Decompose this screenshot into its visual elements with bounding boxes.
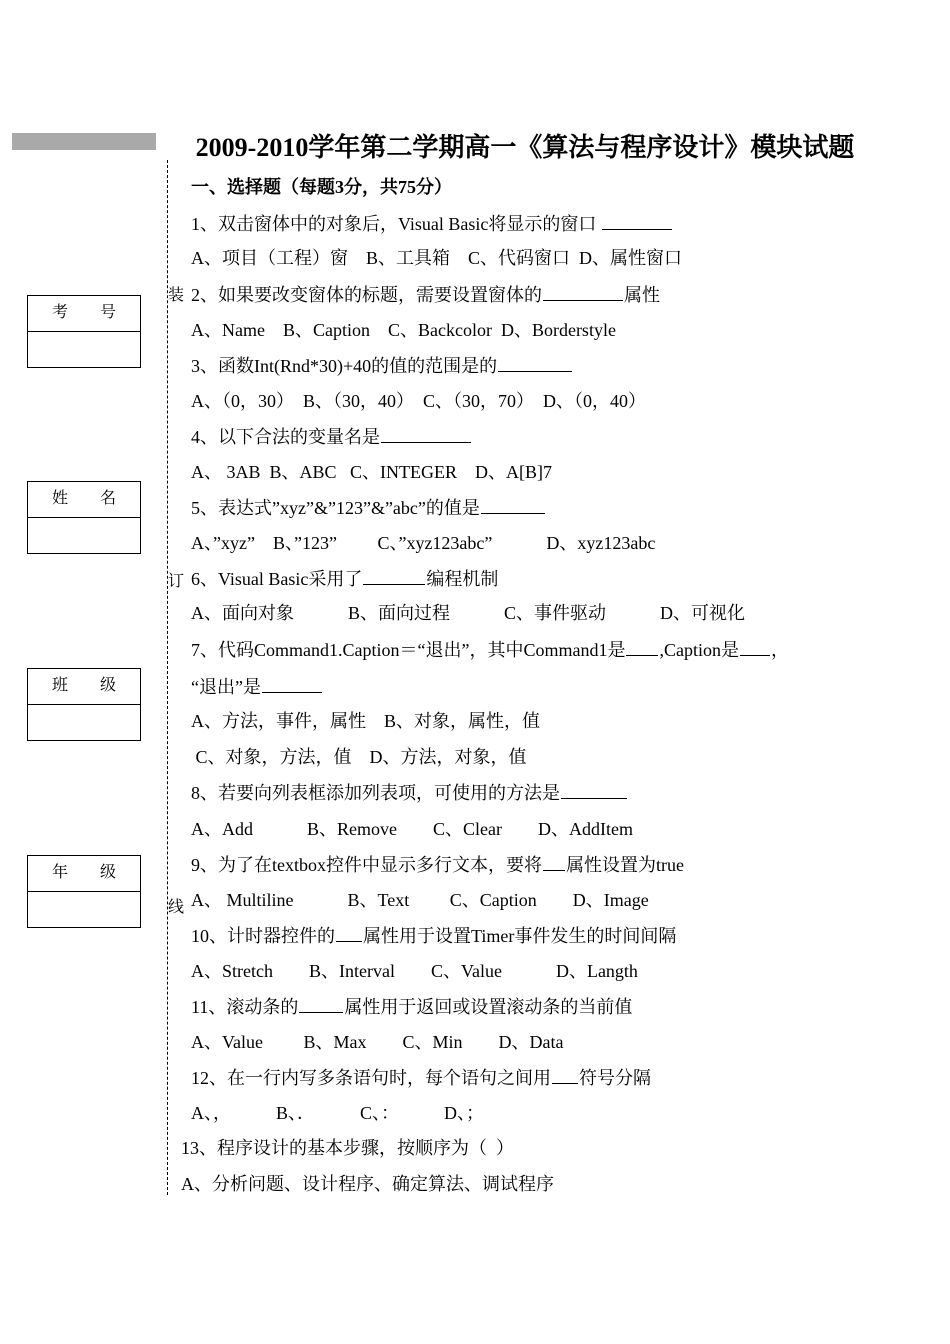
options-7b: C、对象，方法，值 D、方法，对象，值 bbox=[191, 747, 527, 767]
page-title: 2009-2010学年第二学期高一《算法与程序设计》模块试题 bbox=[195, 133, 855, 162]
options-1: A、项目（工程）窗 B、工具箱 C、代码窗口 D、属性窗口 bbox=[191, 248, 683, 268]
question-1: 1、双击窗体中的对象后，Visual Basic将显示的窗口 bbox=[191, 211, 673, 236]
question-10: 10、计时器控件的 属性用于设置Timer事件发生的时间间隔 bbox=[191, 923, 676, 948]
question-12: 12、在一行内写多条语句时，每个语句之间用 符号分隔 bbox=[191, 1065, 651, 1090]
options-9: A、 Multiline B、Text C、Caption D、Image bbox=[191, 890, 649, 910]
question-5: 5、表达式”xyz”&”123”&”abc”的值是 bbox=[191, 495, 546, 520]
grade-label: 年 级 bbox=[28, 856, 140, 892]
question-7-cont: “退出”是 bbox=[191, 674, 323, 699]
question-4: 4、以下合法的变量名是 bbox=[191, 424, 472, 449]
options-3: A、（0，30） B、（30，40） C、（30，70） D、（0，40） bbox=[191, 391, 647, 411]
question-6: 6、Visual Basic采用了 编程机制 bbox=[191, 566, 498, 591]
name-label: 姓 名 bbox=[28, 482, 140, 518]
options-12: A、， B、． C、： D、； bbox=[191, 1103, 485, 1123]
options-11: A、Value B、Max C、Min D、Data bbox=[191, 1032, 564, 1052]
binding-dashed-line bbox=[167, 160, 168, 1195]
options-4: A、 3AB B、ABC C、INTEGER D、A[B]7 bbox=[191, 462, 553, 482]
exam-number-label: 考 号 bbox=[28, 296, 140, 332]
section-heading: 一、选择题（每题3分，共75分） bbox=[191, 177, 452, 197]
options-6: A、面向对象 B、面向过程 C、事件驱动 D、可视化 bbox=[191, 603, 746, 623]
question-8: 8、若要向列表框添加列表项，可使用的方法是 bbox=[191, 780, 628, 805]
options-8: A、Add B、Remove C、Clear D、AddItem bbox=[191, 819, 633, 839]
class-box bbox=[27, 668, 141, 741]
options-5: A、”xyz” B、”123” C、”xyz123abc” D、xyz123abc bbox=[191, 533, 656, 553]
exam-number-box bbox=[27, 295, 141, 368]
question-7: 7、代码Command1.Caption＝“退出”，其中Command1是 ,Caption是 ， bbox=[191, 637, 789, 662]
options-10: A、Stretch B、Interval C、Value D、Langth bbox=[191, 961, 638, 981]
class-label: 班 级 bbox=[28, 669, 140, 705]
binding-char-zhuang: 装 bbox=[168, 284, 184, 308]
binding-char-ding: 订 bbox=[168, 570, 184, 594]
options-7a: A、方法，事件，属性 B、对象，属性，值 bbox=[191, 711, 541, 731]
options-2: A、Name B、Caption C、Backcolor D、Borderstyle bbox=[191, 320, 616, 340]
binding-char-xian: 线 bbox=[168, 896, 184, 920]
options-13: A、分析问题、设计程序、确定算法、调试程序 bbox=[181, 1174, 554, 1194]
grade-box bbox=[27, 855, 141, 928]
question-3: 3、函数Int(Rnd*30)+40的值的范围是的 bbox=[191, 353, 573, 378]
question-13: 13、程序设计的基本步骤，按顺序为（ ） bbox=[181, 1138, 514, 1158]
question-9: 9、为了在textbox控件中显示多行文本，要将 属性设置为true bbox=[191, 852, 684, 877]
question-2: 2、如果要改变窗体的标题，需要设置窗体的 属性 bbox=[191, 282, 660, 307]
question-11: 11、滚动条的 属性用于返回或设置滚动条的当前值 bbox=[191, 994, 632, 1019]
name-box bbox=[27, 481, 141, 554]
